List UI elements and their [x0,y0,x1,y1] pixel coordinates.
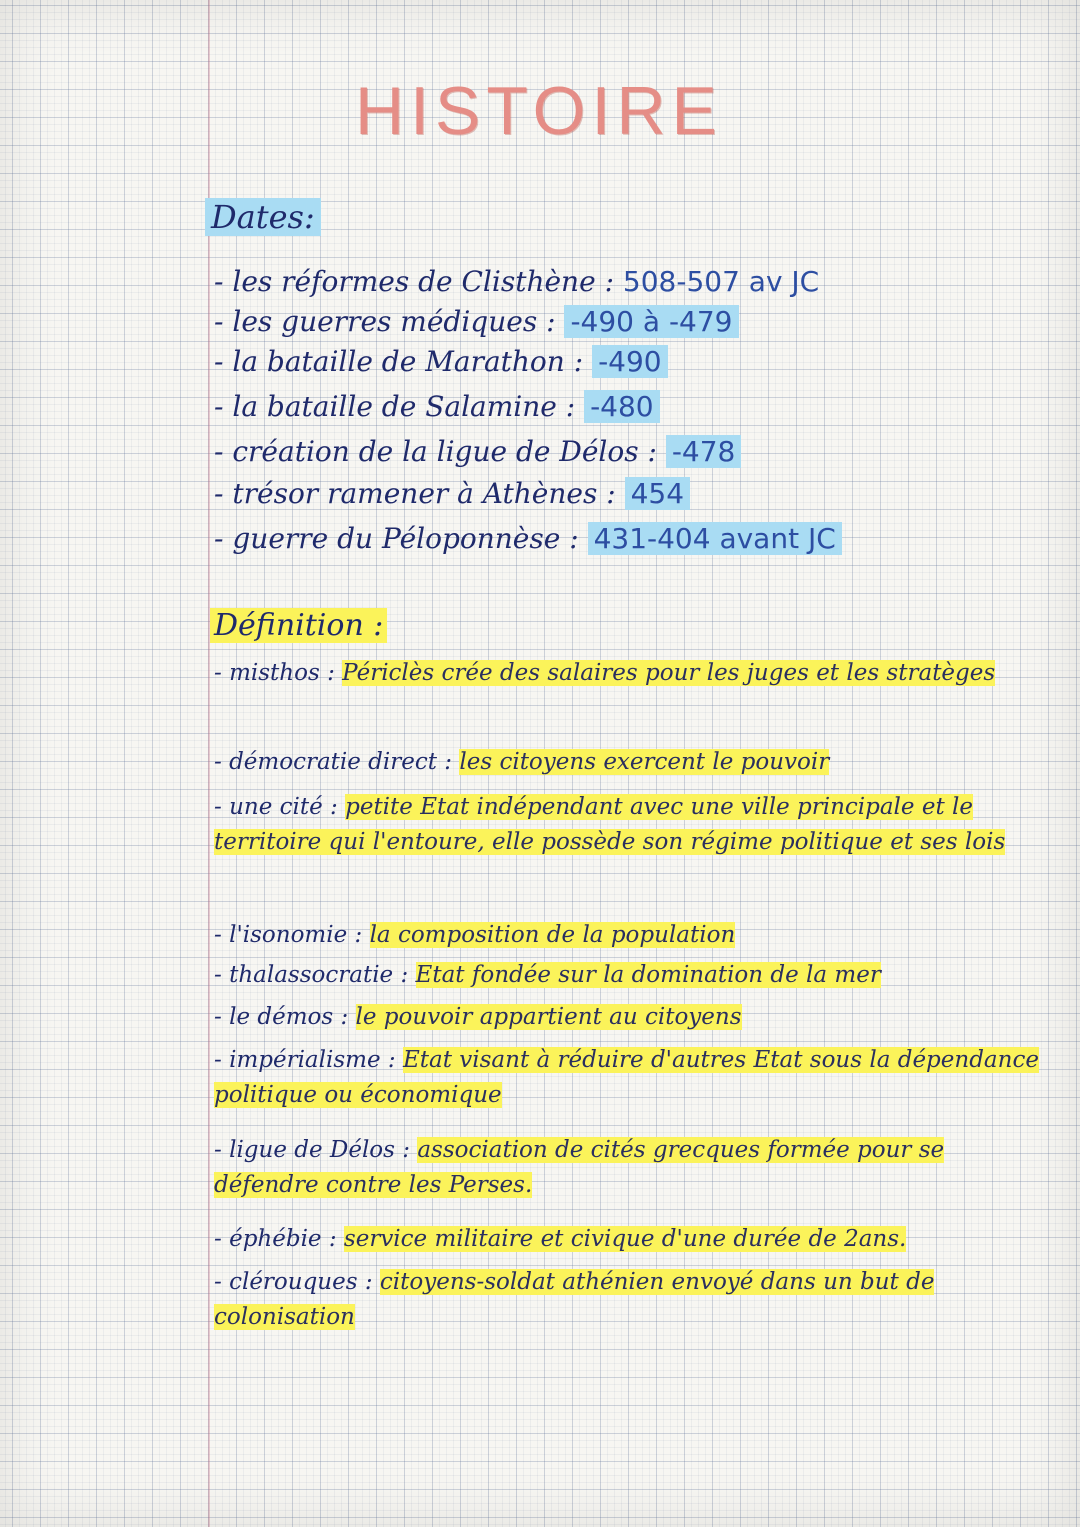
date-item [214,522,842,555]
date-value: -490 à -479 [564,305,738,338]
definition-term: - impérialisme : [214,1047,396,1073]
definition-item [214,1265,1044,1334]
definition-item [214,918,1044,953]
date-item [214,265,819,298]
date-item [214,390,660,423]
date-label: - guerre du Péloponnèse : [214,522,579,555]
date-value: 431-404 avant JC [588,522,842,555]
definition-term: - une cité : [214,794,338,820]
definition-text: les citoyens exercent le pouvoir [459,749,830,775]
definition-item [214,1043,1044,1112]
date-label: - création de la ligue de Délos : [214,435,657,468]
date-value: 454 [625,477,690,510]
definition-text: la composition de la population [369,922,736,948]
definition-item [214,790,1044,859]
definition-term: - le démos : [214,1004,349,1030]
definition-text: Etat fondée sur la domination de la mer [415,962,881,988]
definition-item [214,1133,1044,1202]
definition-text: service militaire et civique d'une durée de 2ans. [343,1226,907,1252]
dates-heading [205,198,321,236]
date-value: 508-507 av JC [622,265,820,298]
definition-item [214,745,1044,780]
definition-item [214,1222,1044,1257]
definition-term: - thalassocratie : [214,962,409,988]
date-label: - la bataille de Salamine : [214,390,576,423]
date-label: - les guerres médiques : [214,305,556,338]
definition-text: citoyens-soldat athénien envoyé dans un but de colonisation [214,1269,935,1330]
definition-item [214,1000,1044,1035]
date-value: -478 [666,435,742,468]
definition-term: - éphébie : [214,1226,337,1252]
definition-text: association de cités grecques formée pour se défendre contre les Perses. [214,1137,945,1198]
definitions-heading [210,608,387,643]
page-title: HISTOIRE [355,73,723,149]
definition-term: - ligue de Délos : [214,1137,411,1163]
definition-term: - démocratie direct : [214,749,453,775]
definition-text: Etat visant à réduire d'autres Etat sous la dépendance politique ou économique [214,1047,1039,1108]
date-label: - trésor ramener à Athènes : [214,477,616,510]
definition-term: - misthos : [214,660,335,686]
definition-term: - clérouques : [214,1269,373,1295]
definition-item [214,656,1044,691]
definition-term: - l'isonomie : [214,922,363,948]
date-item [214,435,741,468]
date-item [214,305,739,338]
definition-item [214,958,1044,993]
date-value: -480 [584,390,660,423]
date-item [214,477,690,510]
definition-text: Périclès crée des salaires pour les juges et les stratèges [342,660,996,686]
dates-heading-label: Dates: [205,198,321,236]
date-label: - la bataille de Marathon : [214,345,584,378]
date-item [214,345,668,378]
date-value: -490 [592,345,668,378]
definition-text: le pouvoir appartient au citoyens [355,1004,742,1030]
date-label: - les réformes de Clisthène : [214,265,614,298]
definitions-heading-label: Définition : [210,608,387,643]
definition-text: petite Etat indépendant avec une ville principale et le territoire qui l'entoure, elle possède son régime politique et ses lois [214,794,1006,855]
